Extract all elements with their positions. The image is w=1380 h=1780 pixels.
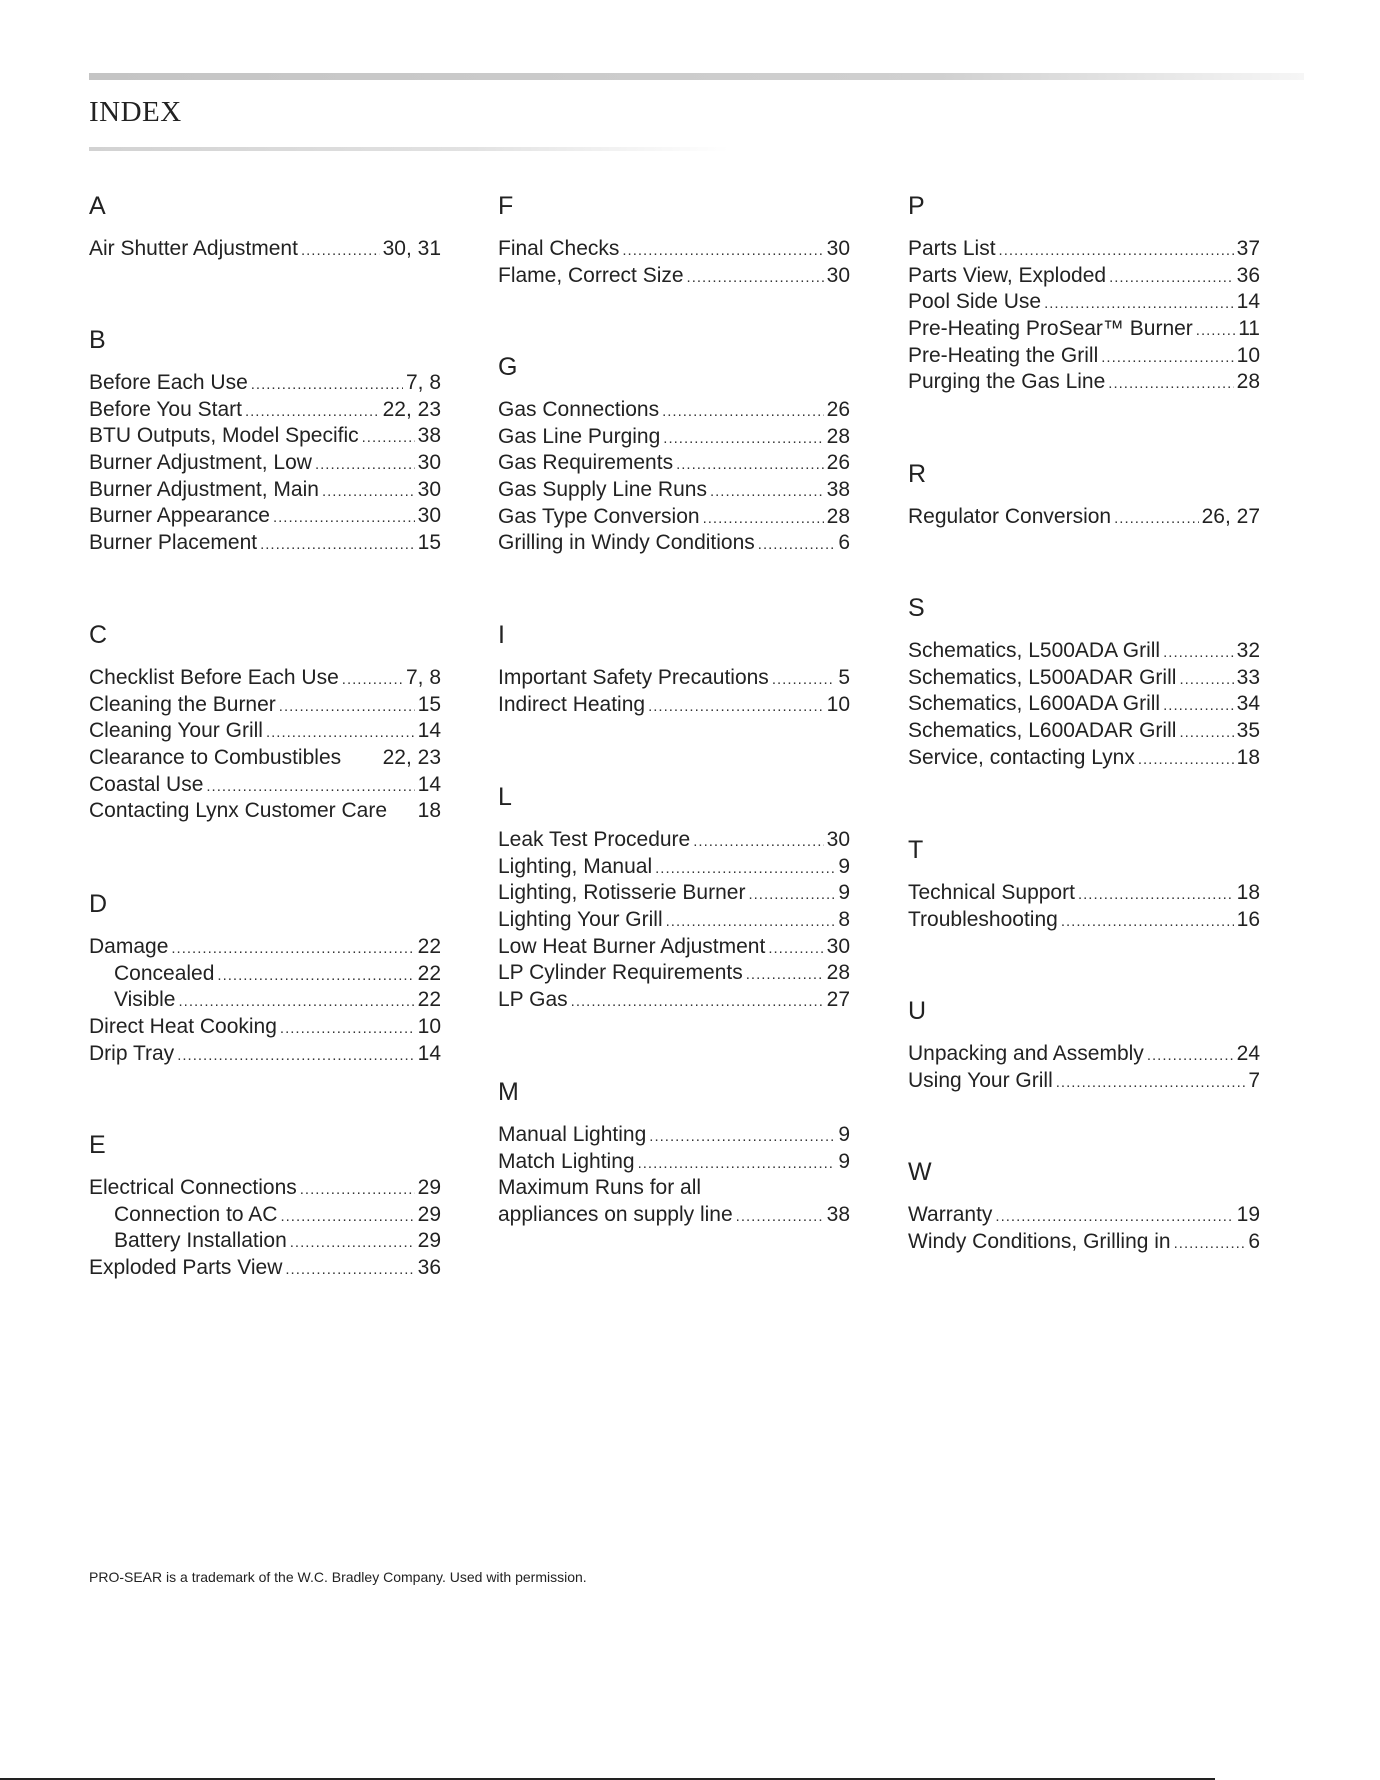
entry-label: Gas Type Conversion xyxy=(498,504,700,528)
dot-leader xyxy=(300,1177,415,1204)
page-number: 22 xyxy=(417,961,441,985)
dot-leader xyxy=(703,506,824,533)
index-entry xyxy=(89,370,441,397)
dot-leader xyxy=(290,1230,415,1257)
entry-label: Visible xyxy=(114,988,176,1012)
page-number: 30 xyxy=(826,237,850,260)
entry-list xyxy=(908,1202,1260,1255)
entry-label: Exploded Parts View xyxy=(89,1256,283,1280)
page-number: 8 xyxy=(838,908,850,932)
dot-leader xyxy=(178,989,414,1016)
page-number: 37 xyxy=(1236,237,1260,260)
page-title: INDEX xyxy=(89,96,182,128)
page-number: 24 xyxy=(1236,1042,1260,1065)
index-entry xyxy=(498,530,850,557)
index-entry xyxy=(498,1122,850,1149)
page-number: 36 xyxy=(417,1256,441,1280)
page-number: 35 xyxy=(1236,719,1260,743)
entry-label: Maximum Runs for all xyxy=(498,1176,702,1200)
dot-leader xyxy=(655,856,835,883)
page-number: 9 xyxy=(838,854,850,878)
page-number: 16 xyxy=(1236,907,1260,931)
page-number: 26, 27 xyxy=(1201,505,1260,528)
entry-list xyxy=(908,504,1260,531)
index-entry xyxy=(498,397,850,424)
index-entry xyxy=(908,745,1260,772)
index-entry xyxy=(908,316,1260,343)
entry-label: Drip Tray xyxy=(89,1041,175,1065)
index-entry xyxy=(498,424,850,451)
entry-label: Indirect Heating xyxy=(498,692,646,716)
entry-label: Lighting Your Grill xyxy=(498,908,663,932)
entry-list xyxy=(498,236,850,289)
dot-leader xyxy=(1147,1043,1234,1070)
section-letter-e: E xyxy=(89,1131,106,1159)
dot-leader xyxy=(273,505,415,532)
entry-label: Burner Appearance xyxy=(89,504,270,528)
entry-label: Gas Supply Line Runs xyxy=(498,478,707,502)
entry-label: BTU Outputs, Model Specific xyxy=(89,424,359,448)
title-underline xyxy=(89,147,729,151)
index-entry xyxy=(908,1068,1260,1095)
dot-leader xyxy=(676,452,824,479)
page-number: 18 xyxy=(1236,745,1260,769)
page-number: 32 xyxy=(1236,639,1260,662)
section-letter-g: G xyxy=(498,353,518,381)
entry-label: Low Heat Burner Adjustment xyxy=(498,934,766,958)
entry-label: Using Your Grill xyxy=(908,1068,1053,1092)
section-letter-w: W xyxy=(908,1158,932,1186)
page-number: 6 xyxy=(838,531,850,555)
dot-leader xyxy=(266,720,415,747)
section-letter-c: C xyxy=(89,621,108,649)
dot-leader xyxy=(995,1204,1233,1231)
page-number: 30 xyxy=(417,477,441,501)
dot-leader xyxy=(666,909,836,936)
entry-label: Parts List xyxy=(908,237,996,260)
dot-leader xyxy=(622,238,823,265)
index-entry xyxy=(498,934,850,961)
entry-label: Air Shutter Adjustment xyxy=(89,237,298,260)
dot-leader xyxy=(280,1016,415,1043)
dot-leader xyxy=(279,694,415,721)
page-number: 28 xyxy=(1236,370,1260,394)
dot-leader xyxy=(171,936,414,963)
page-number: 29 xyxy=(417,1176,441,1199)
index-entry xyxy=(908,236,1260,263)
dot-leader xyxy=(206,774,414,801)
entry-label: Warranty xyxy=(908,1203,993,1226)
page-number: 14 xyxy=(417,719,441,743)
index-entry xyxy=(908,907,1260,934)
page-number: 7, 8 xyxy=(405,666,441,689)
entry-label: Lighting, Rotisserie Burner xyxy=(498,881,746,905)
dot-leader xyxy=(746,962,824,989)
entry-label: Gas Line Purging xyxy=(498,424,661,448)
entry-list xyxy=(89,1175,441,1282)
page-number: 10 xyxy=(417,1015,441,1039)
entry-list xyxy=(89,236,441,263)
page-number: 38 xyxy=(826,1203,850,1227)
page-number: 15 xyxy=(417,692,441,716)
entry-label: Damage xyxy=(89,935,169,958)
page-number: 9 xyxy=(838,881,850,905)
entry-label: Match Lighting xyxy=(498,1149,635,1173)
dot-leader xyxy=(693,829,823,856)
dot-leader xyxy=(648,694,824,721)
page-number: 30, 31 xyxy=(382,237,441,260)
entry-label: Connection to AC xyxy=(114,1202,278,1226)
page-number: 28 xyxy=(826,504,850,528)
dot-leader xyxy=(663,426,823,453)
dot-leader xyxy=(662,399,824,426)
page-number: 18 xyxy=(1236,881,1260,904)
entry-list xyxy=(498,827,850,1014)
dot-leader xyxy=(768,936,823,963)
dot-leader xyxy=(758,532,836,559)
page-number: 30 xyxy=(417,451,441,475)
index-entry xyxy=(498,880,850,907)
dot-leader xyxy=(1196,318,1235,345)
dot-leader xyxy=(342,667,403,694)
entry-label: Technical Support xyxy=(908,881,1075,904)
index-entry xyxy=(89,1175,441,1202)
index-entry xyxy=(89,665,441,692)
page-number: 10 xyxy=(1236,343,1260,367)
page-number: 15 xyxy=(417,531,441,555)
index-entry xyxy=(89,1255,441,1282)
entry-label: Before Each Use xyxy=(89,371,248,394)
entry-label: Schematics, L500ADA Grill xyxy=(908,639,1161,662)
index-entry xyxy=(89,423,441,450)
index-subentry xyxy=(89,961,441,988)
page-number: 9 xyxy=(838,1123,850,1146)
page-number: 5 xyxy=(838,666,850,689)
index-entry xyxy=(89,503,441,530)
entry-list xyxy=(908,638,1260,771)
index-entry xyxy=(498,692,850,719)
dot-leader xyxy=(1044,291,1234,318)
dot-leader xyxy=(1163,693,1234,720)
page-number: 22 xyxy=(417,988,441,1012)
index-entry xyxy=(908,880,1260,907)
entry-list xyxy=(89,665,441,825)
index-entry xyxy=(498,1175,850,1202)
entry-label: Gas Requirements xyxy=(498,451,674,475)
dot-leader xyxy=(245,399,380,426)
dot-leader xyxy=(1101,345,1233,372)
dot-leader xyxy=(649,1124,835,1151)
entry-label: Burner Placement xyxy=(89,531,258,555)
page-number: 34 xyxy=(1236,692,1260,716)
dot-leader xyxy=(217,963,414,990)
entry-label: Unpacking and Assembly xyxy=(908,1042,1144,1065)
index-entry xyxy=(908,289,1260,316)
dot-leader xyxy=(1114,506,1199,533)
section-letter-d: D xyxy=(89,890,108,918)
index-entry xyxy=(498,477,850,504)
entry-label: Electrical Connections xyxy=(89,1176,297,1199)
dot-leader xyxy=(251,372,403,399)
entry-label: Battery Installation xyxy=(114,1229,287,1253)
page-number: 22, 23 xyxy=(382,397,441,421)
entry-label: Lighting, Manual xyxy=(498,854,653,878)
index-entry xyxy=(89,1014,441,1041)
index-entry xyxy=(908,504,1260,531)
page-number: 28 xyxy=(826,961,850,985)
entry-label: Clearance to Combustibles xyxy=(89,746,342,770)
dot-leader xyxy=(772,667,836,694)
dot-leader xyxy=(736,1204,824,1231)
section-letter-u: U xyxy=(908,997,927,1025)
entry-label: Coastal Use xyxy=(89,772,204,796)
index-entry xyxy=(498,236,850,263)
entry-label: Grilling in Windy Conditions xyxy=(498,531,755,555)
page-number: 29 xyxy=(417,1229,441,1253)
dot-leader xyxy=(687,265,824,292)
page-number: 28 xyxy=(826,424,850,448)
section-letter-s: S xyxy=(908,594,925,622)
entry-list xyxy=(498,397,850,557)
page-number: 14 xyxy=(1236,290,1260,314)
entry-label: Cleaning the Burner xyxy=(89,692,276,716)
entry-label: Contacting Lynx Customer Care xyxy=(89,799,388,823)
page-number: 14 xyxy=(417,772,441,796)
dot-leader xyxy=(1138,747,1234,774)
dot-leader xyxy=(638,1151,836,1178)
index-entry xyxy=(498,854,850,881)
page-number: 6 xyxy=(1248,1229,1260,1253)
index-entry xyxy=(89,236,441,263)
index-entry xyxy=(908,718,1260,745)
index-entry xyxy=(908,1229,1260,1256)
entry-label: Leak Test Procedure xyxy=(498,828,691,851)
index-entry xyxy=(908,369,1260,396)
entry-label: Checklist Before Each Use xyxy=(89,666,339,689)
index-entry xyxy=(89,1041,441,1068)
dot-leader xyxy=(322,479,415,506)
entry-label: Before You Start xyxy=(89,397,242,421)
entry-label: Windy Conditions, Grilling in xyxy=(908,1229,1171,1253)
entry-label: Schematics, L600ADAR Grill xyxy=(908,719,1177,743)
entry-label: Flame, Correct Size xyxy=(498,263,684,287)
dot-leader xyxy=(748,882,835,909)
index-entry xyxy=(498,1149,850,1176)
page-number: 30 xyxy=(826,828,850,851)
dot-leader xyxy=(1078,882,1234,909)
entry-label: Cleaning Your Grill xyxy=(89,719,263,743)
entry-label: Burner Adjustment, Main xyxy=(89,477,319,501)
dot-leader xyxy=(999,238,1234,265)
dot-leader xyxy=(1056,1070,1246,1097)
dot-leader xyxy=(1179,720,1233,747)
index-entry xyxy=(89,934,441,961)
index-entry xyxy=(498,665,850,692)
index-entry xyxy=(89,450,441,477)
index-subentry xyxy=(89,1228,441,1255)
index-entry xyxy=(89,745,441,772)
page-number: 30 xyxy=(826,934,850,958)
entry-list xyxy=(908,880,1260,933)
section-letter-l: L xyxy=(498,783,512,811)
dot-leader xyxy=(362,425,415,452)
index-entry xyxy=(908,263,1260,290)
entry-label: LP Gas xyxy=(498,988,568,1012)
entry-label: Important Safety Precautions xyxy=(498,666,769,689)
index-entry xyxy=(908,343,1260,370)
index-entry xyxy=(498,263,850,290)
entry-list xyxy=(89,934,441,1067)
dot-leader xyxy=(1061,909,1234,936)
entry-label: Purging the Gas Line xyxy=(908,370,1106,394)
dot-leader xyxy=(1109,265,1234,292)
page-number: 36 xyxy=(1236,263,1260,287)
index-entry xyxy=(89,397,441,424)
index-entry xyxy=(89,477,441,504)
entry-label: Parts View, Exploded xyxy=(908,263,1107,287)
index-entry xyxy=(908,1041,1260,1068)
index-entry xyxy=(89,772,441,799)
page-number: 7 xyxy=(1248,1068,1260,1092)
index-entry xyxy=(89,718,441,745)
entry-label: Direct Heat Cooking xyxy=(89,1015,277,1039)
section-letter-t: T xyxy=(908,836,924,864)
index-entry xyxy=(89,692,441,719)
entry-list xyxy=(498,1122,850,1229)
index-entry xyxy=(498,907,850,934)
page-number: 19 xyxy=(1236,1203,1260,1226)
page-number: 11 xyxy=(1238,317,1260,341)
index-entry xyxy=(908,638,1260,665)
entry-label: appliances on supply line xyxy=(498,1203,733,1227)
page-number: 38 xyxy=(417,424,441,448)
entry-label: Service, contacting Lynx xyxy=(908,745,1135,769)
page-number: 7, 8 xyxy=(405,371,441,394)
entry-label: Schematics, L600ADA Grill xyxy=(908,692,1161,716)
page-number: 22 xyxy=(417,935,441,958)
entry-label: Final Checks xyxy=(498,237,620,260)
dot-leader xyxy=(710,479,824,506)
page-number: 38 xyxy=(826,478,850,502)
entry-label: Troubleshooting xyxy=(908,907,1058,931)
entry-label: Regulator Conversion xyxy=(908,505,1112,528)
page-number: 29 xyxy=(417,1202,441,1226)
dot-leader xyxy=(571,989,824,1016)
index-entry xyxy=(908,691,1260,718)
section-letter-p: P xyxy=(908,192,925,220)
dot-leader xyxy=(280,1204,414,1231)
page-number: 18 xyxy=(417,799,441,823)
index-subentry xyxy=(89,1202,441,1229)
index-entry xyxy=(908,1202,1260,1229)
entry-label: Pre-Heating the Grill xyxy=(908,343,1099,367)
entry-label: Manual Lighting xyxy=(498,1123,647,1146)
dot-leader xyxy=(1174,1231,1246,1258)
page-number: 10 xyxy=(826,692,850,716)
index-entry xyxy=(498,960,850,987)
page-number: 33 xyxy=(1236,665,1260,689)
index-entry xyxy=(498,450,850,477)
dot-leader xyxy=(285,1257,414,1284)
section-letter-a: A xyxy=(89,192,106,220)
index-entry xyxy=(89,530,441,557)
page-number: 14 xyxy=(417,1041,441,1065)
index-entry xyxy=(498,1202,850,1229)
index-entry xyxy=(89,798,441,825)
index-subentry xyxy=(89,987,441,1014)
dot-leader xyxy=(177,1043,414,1070)
section-letter-r: R xyxy=(908,460,927,488)
section-letter-b: B xyxy=(89,326,106,354)
trademark-footnote: PRO-SEAR is a trademark of the W.C. Bradley Company. Used with permission. xyxy=(89,1569,587,1585)
section-letter-f: F xyxy=(498,192,514,220)
page-number: 27 xyxy=(826,988,850,1012)
page-number: 30 xyxy=(826,263,850,287)
section-letter-i: I xyxy=(498,621,505,649)
index-entry xyxy=(498,827,850,854)
top-divider xyxy=(89,73,1304,80)
entry-label: Burner Adjustment, Low xyxy=(89,451,312,475)
section-letter-m: M xyxy=(498,1078,519,1106)
entry-list xyxy=(908,236,1260,396)
index-entry xyxy=(908,665,1260,692)
entry-label: Pre-Heating ProSear™ Burner xyxy=(908,317,1193,341)
page-number: 26 xyxy=(826,451,850,475)
page-number: 30 xyxy=(417,504,441,528)
entry-label: LP Cylinder Requirements xyxy=(498,961,743,985)
entry-list xyxy=(908,1041,1260,1094)
dot-leader xyxy=(260,532,415,559)
dot-leader xyxy=(1163,640,1234,667)
dot-leader xyxy=(315,452,415,479)
page-number: 22, 23 xyxy=(382,746,441,770)
entry-label: Schematics, L500ADAR Grill xyxy=(908,665,1177,689)
dot-leader xyxy=(1179,667,1233,694)
entry-label: Gas Connections xyxy=(498,398,660,421)
index-entry xyxy=(498,987,850,1014)
entry-list xyxy=(89,370,441,557)
index-entry xyxy=(498,504,850,531)
entry-label: Pool Side Use xyxy=(908,290,1042,314)
page-number: 9 xyxy=(838,1149,850,1173)
entry-list xyxy=(498,665,850,718)
entry-label: Concealed xyxy=(114,961,215,985)
page-number: 26 xyxy=(826,398,850,421)
dot-leader xyxy=(301,238,380,265)
dot-leader xyxy=(1108,371,1233,398)
